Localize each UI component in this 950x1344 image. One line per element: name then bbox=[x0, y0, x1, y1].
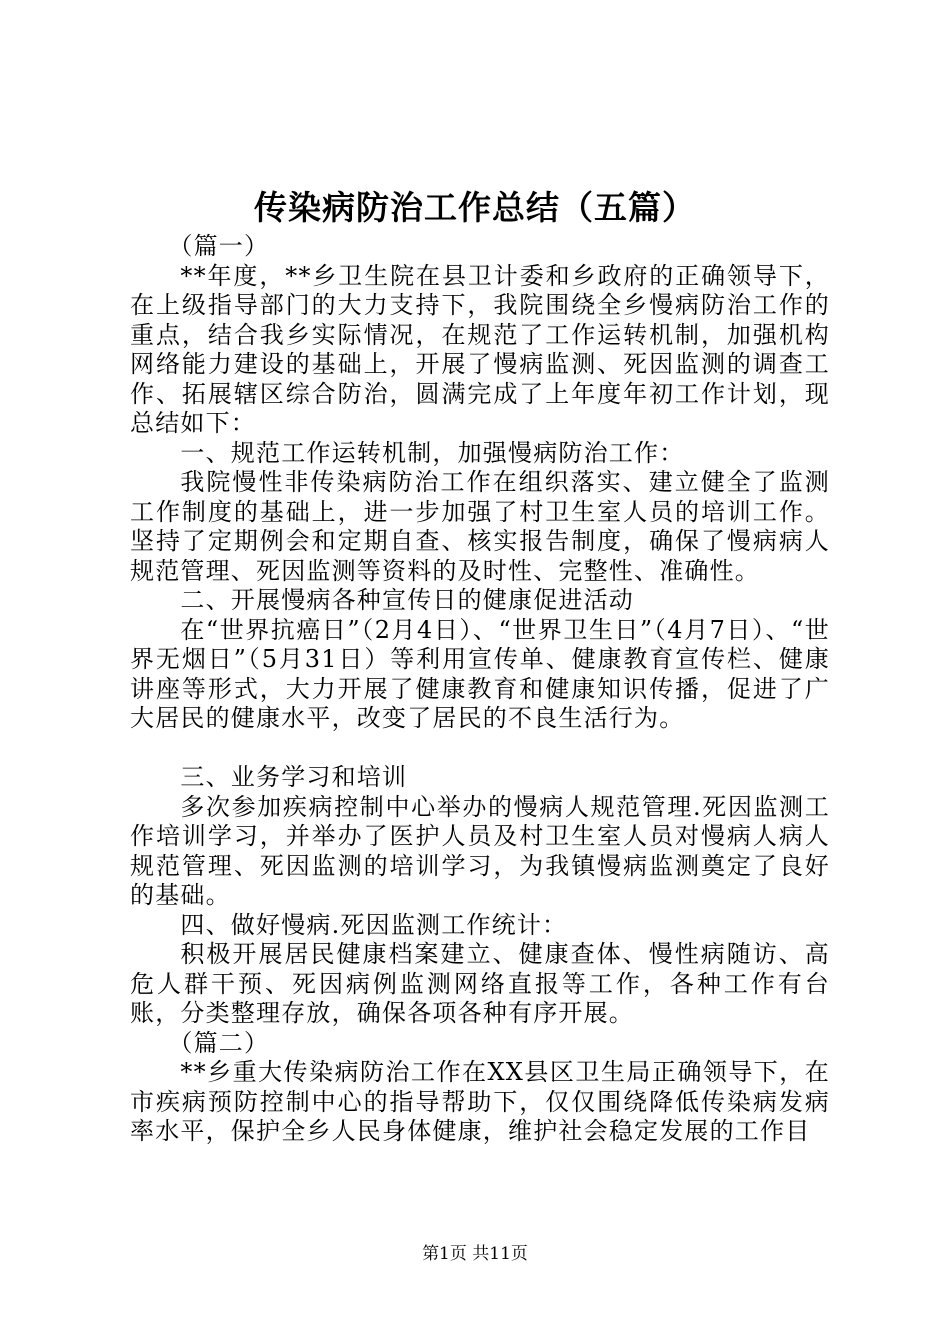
heading-2: 二、开展慢病各种宣传日的健康促进活动 bbox=[180, 586, 634, 614]
paragraph-2: 在“世界抗癌日”（2月4日）、“世界卫生日”（4月7日）、“世界无烟日”（5月31日）等利用宣传单、健康教育宣传栏、健康讲座等形式，大力开展了健康教育和健康知识传播，促进了广大居民的健康水平，改变了居民的不良生活行为。 bbox=[130, 615, 830, 732]
document-title: 传染病防治工作总结（五篇） bbox=[254, 188, 696, 227]
section-marker-1: （篇一） bbox=[168, 232, 270, 260]
paragraph-3: 多次参加疾病控制中心举办的慢病人规范管理.死因监测工作培训学习，并举办了医护人员及村卫生室人员对慢病人病人规范管理、死因监测的培训学习，为我镇慢病监测奠定了良好的基础。 bbox=[130, 792, 830, 909]
page-footer: 第1页 共11页 bbox=[422, 1244, 528, 1264]
document-body bbox=[130, 232, 830, 1147]
heading-1: 一、规范工作运转机制，加强慢病防治工作： bbox=[180, 438, 685, 467]
paragraph-1: 我院慢性非传染病防治工作在组织落实、建立健全了监测工作制度的基础上，进一步加强了村卫生室人员的培训工作。坚持了定期例会和定期自查、核实报告制度，确保了慢病病人规范管理、死因监测等资料的及时性、完整性、准确性。 bbox=[130, 468, 830, 585]
section-marker-2: （篇二） bbox=[168, 1028, 270, 1057]
paragraph-5: **乡重大传染病防治工作在XX县区卫生局正确领导下，在市疾病预防控制中心的指导帮助下，仅仅围绕降低传染病发病率水平，保护全乡人民身体健康，维护社会稳定发展的工作目 bbox=[130, 1058, 830, 1145]
paragraph-gap bbox=[130, 734, 830, 764]
paragraph-4: 积极开展居民健康档案建立、健康查体、慢性病随访、高危人群干预、死因病例监测网络直报等工作，各种工作有台账，分类整理存放，确保各项各种有序开展。 bbox=[130, 940, 830, 1027]
paragraph-intro: **年度，**乡卫生院在县卫计委和乡政府的正确领导下，在上级指导部门的大力支持下，我院围绕全乡慢病防治工作的重点，结合我乡实际情况，在规范了工作运转机制，加强机构网络能力建设的基础上，开展了慢病监测、死因监测的调查工作、拓展辖区综合防治，圆满完成了上年度年初工作计划，现总结如下： bbox=[130, 261, 830, 437]
heading-3: 三、业务学习和培训 bbox=[180, 763, 408, 791]
heading-4: 四、做好慢病.死因监测工作统计： bbox=[180, 910, 568, 939]
